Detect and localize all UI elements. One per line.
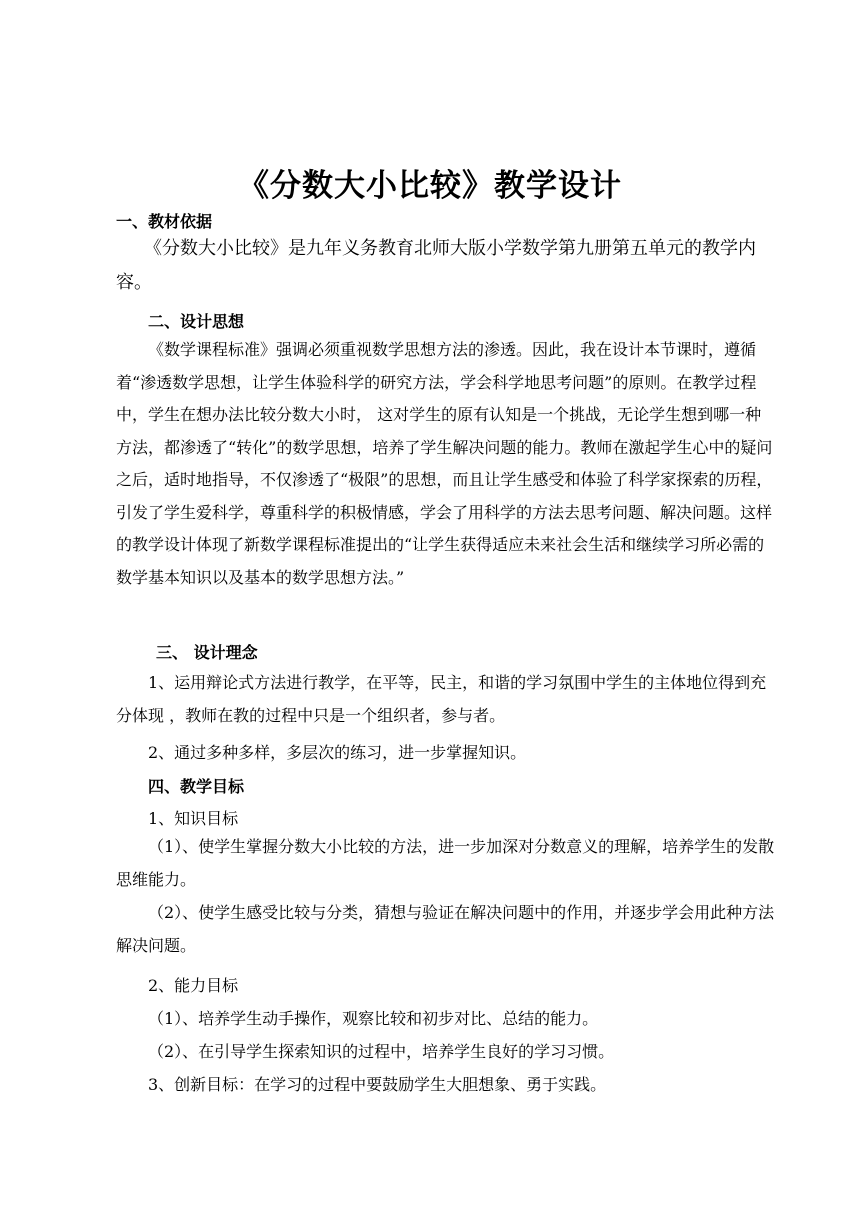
ability-goal-item-1: （1）、培养学生动手操作，观察比较和初步对比、总结的能力。 xyxy=(148,1009,599,1028)
knowledge-goal-item-2: （2）、使学生感受比较与分类，猜想与验证在解决问题中的作用，并逐步学会用此种方法解决问题。 xyxy=(116,903,775,955)
innovation-goal: 3、创新目标：在学习的过程中要鼓励学生大胆想象、勇于实践。 xyxy=(148,1075,607,1094)
knowledge-goal-heading: 1、知识目标 xyxy=(148,809,239,828)
document-title: 《分数大小比较》教学设计 xyxy=(238,168,622,204)
section-heading-1: 一、教材依据 xyxy=(116,212,213,231)
section-3-item-2: 2、通过多种多样，多层次的练习，进一步掌握知识。 xyxy=(148,743,527,762)
section-heading-4: 四、教学目标 xyxy=(148,777,245,796)
ability-goal-item-2: （2）、在引导学生探索知识的过程中，培养学生良好的学习习惯。 xyxy=(148,1042,615,1061)
section-1-paragraph: 《分数大小比较》是九年义务教育北师大版小学数学第九册第五单元的教学内容。 xyxy=(116,238,756,293)
section-heading-2: 二、设计思想 xyxy=(148,312,245,331)
knowledge-goal-item-1: （1）、使学生掌握分数大小比较的方法，进一步加深对分数意义的理解，培养学生的发散思维能力。 xyxy=(116,837,775,889)
section-heading-3: 三、 设计理念 xyxy=(156,643,258,662)
section-3-item-1: 1、运用辩论式方法进行教学，在平等，民主，和谐的学习氛围中学生的主体地位得到充分体现 ，教师在教的过程中只是一个组织者，参与者。 xyxy=(116,673,767,725)
ability-goal-heading: 2、能力目标 xyxy=(148,976,239,995)
section-2-paragraph: 《数学课程标准》强调必须重视数学思想方法的渗透。因此，我在设计本节课时，遵循着“渗透数学思想，让学生体验科学的研究方法，学会科学地思考问题”的原则。在教学过程中，学生在想办法比较分数大小时， 这对学生的原有认知是一个挑战，无论学生想到哪一种方法，都渗透了“转化”的数学思想，培养了学生解决问题的能力。教师在激起学生心中的疑问之后，适时地指导，不仅渗透了“极限”的思想，而且让学生感受和体验了科学家探索的历程，引发了学生爱科学，尊重科学的积极情感，学会了用科学的方法去思考问题、解决问题。这样的教学设计体现了新数学课程标准提出的“让学生获得适应未来社会生活和继续学习所必需的数学基本知识以及基本的数学思想方法。” xyxy=(116,340,773,587)
